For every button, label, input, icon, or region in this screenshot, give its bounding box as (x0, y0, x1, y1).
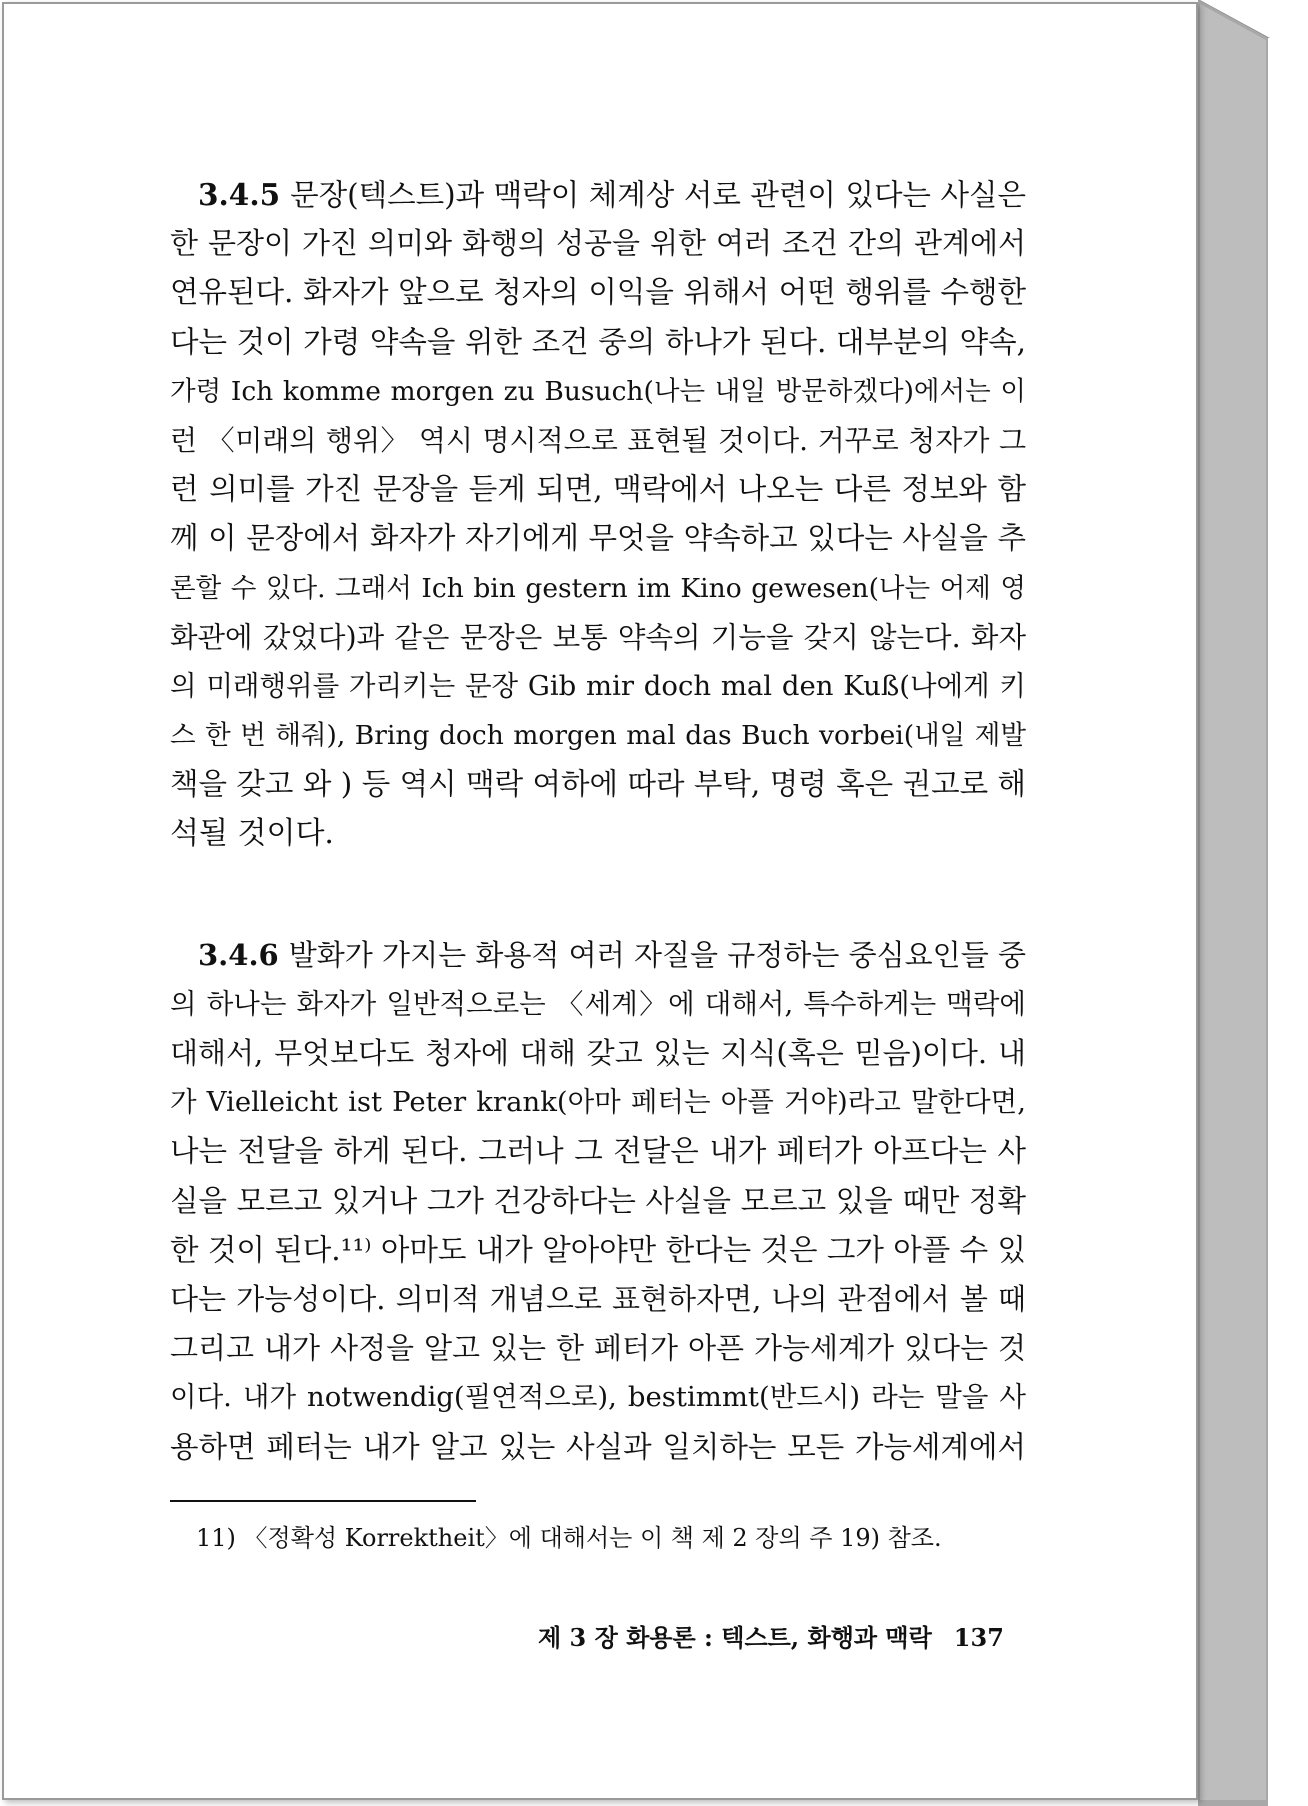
text-line: 연유된다. 화자가 앞으로 청자의 이익을 위해서 어떤 행위를 수행한 (170, 275, 1026, 310)
text-line: 책을 갖고 와 ) 등 역시 맥락 여하에 따라 부탁, 명령 혹은 권고로 해 (170, 767, 1026, 802)
text-line: 가령 Ich komme morgen zu Busuch(나는 내일 방문하겠다)에서는 이 (170, 375, 1026, 407)
page-number: 137 (953, 1623, 1004, 1652)
text-line: 다는 것이 가령 약속을 위한 조건 중의 하나가 된다. 대부분의 약속, (170, 324, 1026, 359)
text-line: 한 문장이 가진 의미와 화행의 성공을 위한 여러 조건 간의 관계에서 (170, 226, 1026, 261)
section-number: 3.4.6 (198, 937, 279, 972)
chapter-title: 제 3 장 화용론 : 텍스트, 화행과 맥락 (538, 1623, 932, 1652)
text-line: 가 Vielleicht ist Peter krank(아마 페터는 아플 거야)라고 말한다면, (170, 1086, 1026, 1119)
paragraph-gap (170, 859, 1026, 931)
text-line: 스 한 번 해줘), Bring doch morgen mal das Buch vorbei(내일 제발 (170, 720, 1026, 752)
text-line: 께 이 문장에서 화자가 자기에게 무엇을 약속하고 있다는 사실을 추 (170, 521, 1026, 556)
body-text (170, 170, 1026, 1472)
running-footer (538, 1618, 1004, 1653)
text-line: 나는 전달을 하게 된다. 그러나 그 전달은 내가 페터가 아프다는 사 (170, 1134, 1026, 1169)
text-line: 런 〈미래의 행위〉 역시 명시적으로 표현될 것이다. 거꾸로 청자가 그 (170, 423, 1026, 457)
footnote: 11) 〈정확성 Korrektheit〉에 대해서는 이 책 제 2 장의 주 19) 참조. (196, 1524, 942, 1552)
text-line: 론할 수 있다. 그래서 Ich bin gestern im Kino gewesen(나는 어제 영 (170, 572, 1026, 604)
page-stack-edge (1198, 0, 1308, 1806)
text-line: 용하면 페터는 내가 알고 있는 사실과 일치하는 모든 가능세계에서 (170, 1429, 1026, 1464)
text-line: 이다. 내가 notwendig(필연적으로), bestimmt(반드시) 라는 말을 사 (170, 1381, 1026, 1414)
text-line: 3.4.6 발화가 가지는 화용적 여러 자질을 규정하는 중심요인들 중 (198, 937, 1026, 972)
text-line: 의 하나는 화자가 일반적으로는 〈세계〉에 대해서, 특수하게는 맥락에 (170, 987, 1026, 1020)
text-line: 석될 것이다. (170, 816, 334, 852)
section-number: 3.4.5 (198, 177, 281, 212)
text-line: 런 의미를 가진 문장을 듣게 되면, 맥락에서 나오는 다른 정보와 함 (170, 472, 1026, 507)
text-line: 실을 모르고 있거나 그가 건강하다는 사실을 모르고 있을 때만 정확 (170, 1183, 1026, 1218)
text-line: 3.4.5 문장(텍스트)과 맥락이 체계상 서로 관련이 있다는 사실은 (198, 177, 1026, 212)
text-line: 화관에 갔었다)과 같은 문장은 보통 약속의 기능을 갖지 않는다. 화자 (170, 620, 1026, 654)
text-line: 다는 가능성이다. 의미적 개념으로 표현하자면, 나의 관점에서 볼 때 (170, 1281, 1026, 1316)
text-line: 의 미래행위를 가리키는 문장 Gib mir doch mal den Kuß(나에게 키 (170, 669, 1026, 702)
text-line: 그리고 내가 사정을 알고 있는 한 페터가 아픈 가능세계가 있다는 것 (170, 1331, 1026, 1366)
text-line: 대해서, 무엇보다도 청자에 대해 갖고 있는 지식(혹은 믿음)이다. 내 (170, 1036, 1026, 1070)
text-line: 한 것이 된다.¹¹⁾ 아마도 내가 알아야만 한다는 것은 그가 아플 수 있 (170, 1232, 1026, 1267)
footnote-rule (170, 1500, 476, 1502)
